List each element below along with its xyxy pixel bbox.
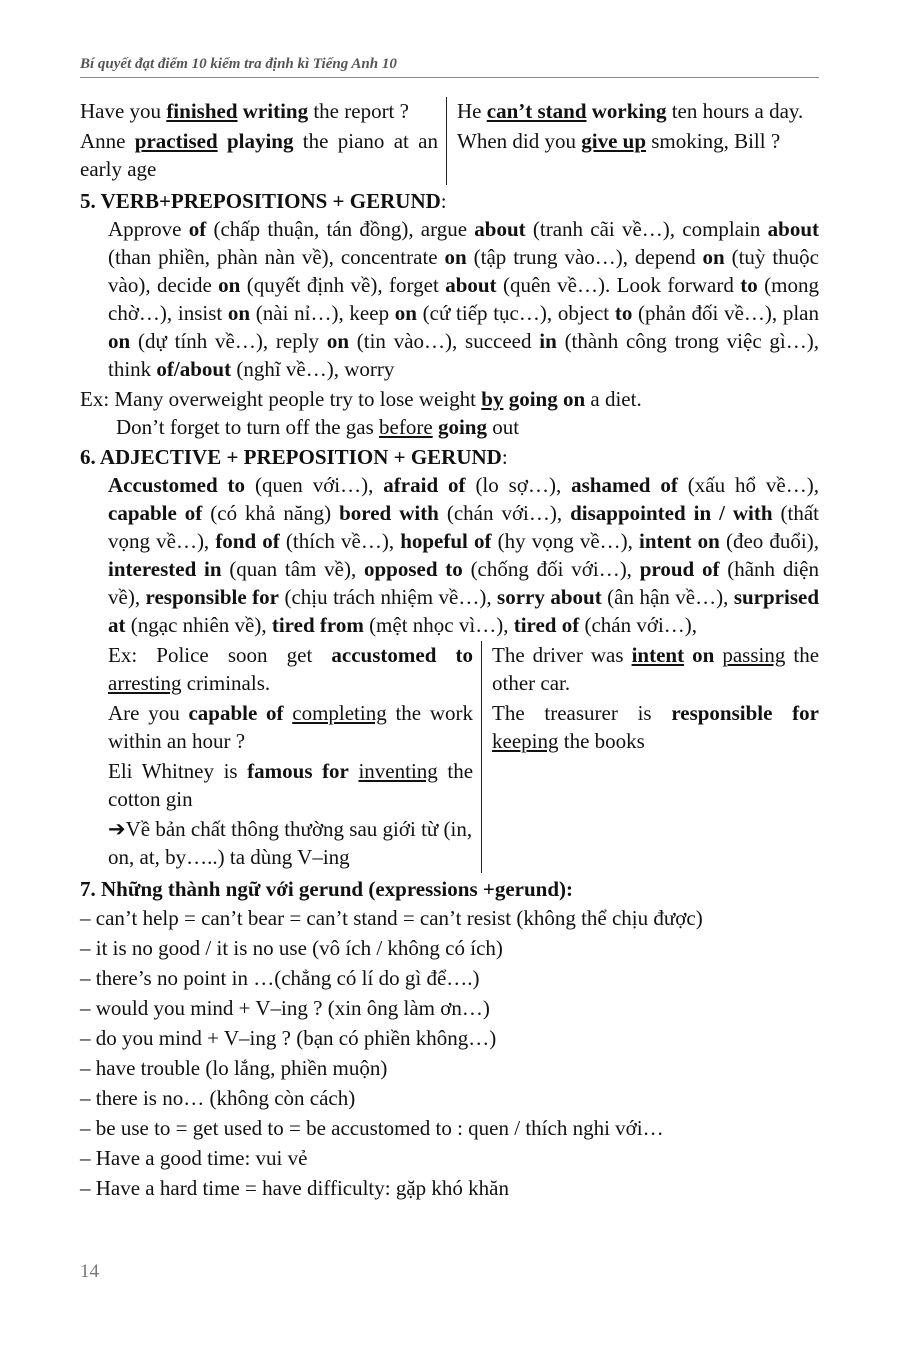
examples-table-1-left bbox=[80, 97, 447, 185]
arrow-icon: ➔ bbox=[108, 817, 126, 841]
example-sentence bbox=[457, 97, 819, 125]
text bbox=[218, 129, 227, 153]
text: ten hours a day. bbox=[666, 99, 804, 123]
example-sentence: The driver was intent on passing the other car. bbox=[492, 643, 820, 695]
example-sentence bbox=[80, 97, 438, 125]
list-item: – there’s no point in …(chẳng có lí do gì để….) bbox=[80, 966, 480, 990]
verb: finished bbox=[166, 99, 238, 123]
examples-table-2-right bbox=[482, 641, 819, 873]
section-5-example-2: Don’t forget to turn off the gas before going out bbox=[116, 415, 520, 439]
text: the piano at an early age bbox=[80, 129, 438, 181]
example-sentence: The treasurer is responsible for keeping the books bbox=[492, 701, 819, 753]
list-item: – have trouble (lo lắng, phiền muộn) bbox=[80, 1056, 388, 1080]
section-7-heading: 7. Những thành ngữ với gerund (expressions +gerund): bbox=[80, 877, 573, 901]
text: He bbox=[457, 99, 487, 123]
text: When did you bbox=[457, 129, 582, 153]
list-item: – can’t help = can’t bear = can’t stand = can’t resist (không thể chịu được) bbox=[80, 906, 703, 930]
example-sentence bbox=[457, 127, 819, 155]
text: Have you bbox=[80, 99, 167, 123]
gerund: working bbox=[591, 99, 667, 123]
text: Anne bbox=[80, 129, 135, 153]
examples-table-1-right bbox=[447, 97, 819, 185]
text: smoking, Bill ? bbox=[646, 129, 781, 153]
section-5-example-1: Ex: Many overweight people try to lose weight by going on a diet. bbox=[80, 387, 642, 411]
list-item: – Have a good time: vui vẻ bbox=[80, 1146, 308, 1170]
verb: give up bbox=[581, 129, 646, 153]
example-sentence bbox=[80, 127, 438, 183]
verb: practised bbox=[134, 129, 218, 153]
page-number: 14 bbox=[80, 1261, 99, 1282]
verb: can’t stand bbox=[486, 99, 587, 123]
text: the report ? bbox=[308, 99, 409, 123]
gerund: playing bbox=[226, 129, 294, 153]
section-5-heading: 5. VERB+PREPOSITIONS + GERUND: bbox=[80, 189, 447, 213]
examples-table-2-left bbox=[108, 641, 482, 873]
example-sentence: Eli Whitney is famous for inventing the cotton gin bbox=[108, 759, 474, 811]
list-item: – it is no good / it is no use (vô ích / không có ích) bbox=[80, 936, 503, 960]
list-item: – would you mind + V–ing ? (xin ông làm ơn…) bbox=[80, 996, 490, 1020]
example-sentence: Are you capable of completing the work within an hour ? bbox=[108, 701, 474, 753]
note: ➔Về bản chất thông thường sau giới từ (in, on, at, by…..) ta dùng V–ing bbox=[108, 817, 473, 869]
gerund: writing bbox=[242, 99, 309, 123]
section-6-heading: 6. ADJECTIVE + PREPOSITION + GERUND: bbox=[80, 445, 508, 469]
examples-table-1 bbox=[80, 97, 819, 185]
examples-table-2 bbox=[108, 641, 819, 873]
page-header: Bí quyết đạt điểm 10 kiểm tra định kì Tiếng Anh 10 bbox=[80, 56, 819, 78]
list-item: – there is no… (không còn cách) bbox=[80, 1086, 356, 1110]
list-item: – be use to = get used to = be accustomed to : quen / thích nghi với… bbox=[80, 1116, 664, 1140]
section-5-body: Approve of (chấp thuận, tán đồng), argue about (tranh cãi về…), complain about (than phiền, phàn nàn về), concentrate on (tập trung vào…), depend on (tuỳ thuộc vào), decide on (quyết định về), forget about (quên về…). Look forward to (mong chờ…), insist on (nài nỉ…), keep on (cứ tiếp tục…), object to (phản đối về…), plan on (dự tính về…), reply on (tin vào…), succeed in (thành công trong việc gì…), think of/about (nghĩ về…), worry bbox=[108, 217, 820, 381]
section-6-body: Accustomed to (quen với…), afraid of (lo sợ…), ashamed of (xấu hổ về…), capable of (có khả năng) bored with (chán với…), disappointed in / with (thất vọng về…), fond of (thích về…), hopeful of (hy vọng về…), intent on (đeo đuổi), interested in (quan tâm về), opposed to (chống đối với…), proud of (hãnh diện về), responsible for (chịu trách nhiệm về…), sorry about (ân hận về…), surprised at (ngạc nhiên về), tired from (mệt nhọc vì…), tired of (chán với…), bbox=[108, 473, 820, 637]
page-content bbox=[80, 97, 819, 1203]
section-7-list bbox=[80, 903, 819, 1203]
list-item: – do you mind + V–ing ? (bạn có phiền không…) bbox=[80, 1026, 497, 1050]
list-item: – Have a hard time = have difficulty: gặp khó khăn bbox=[80, 1176, 509, 1200]
example-sentence: Ex: Police soon get accustomed to arresting criminals. bbox=[108, 643, 473, 695]
